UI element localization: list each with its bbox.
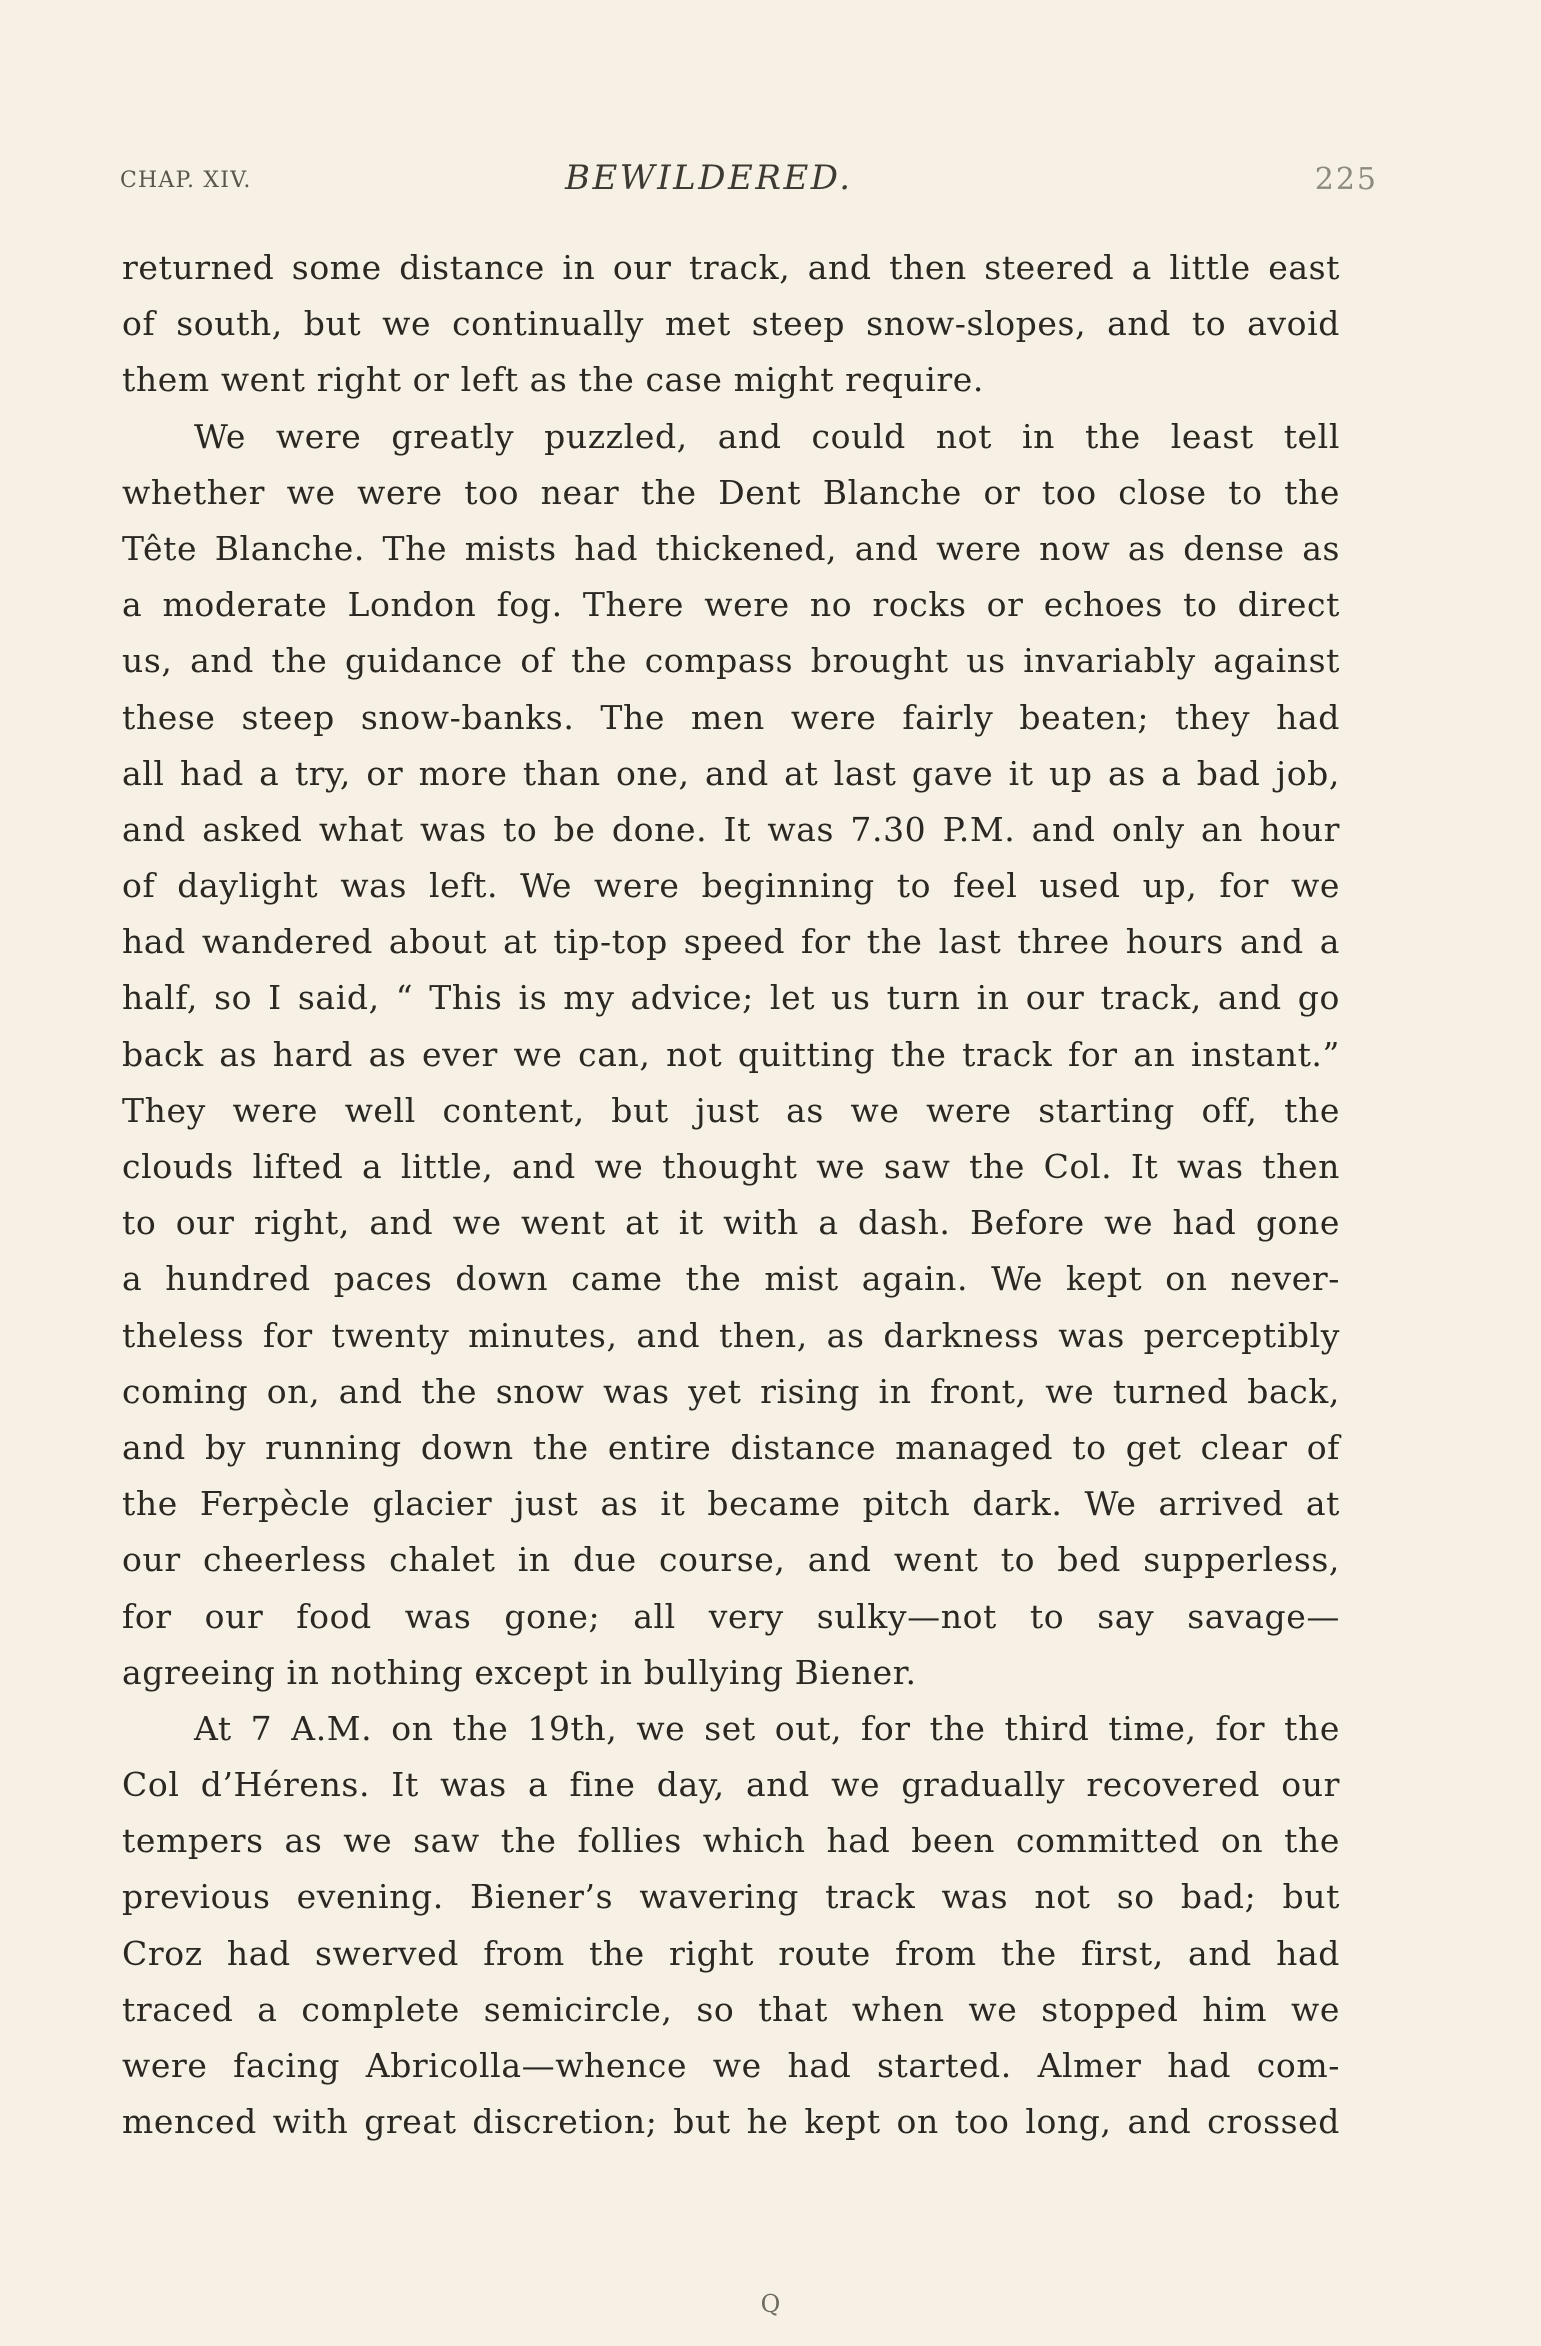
text-line: coming on, and the snow was yet rising in front, we turned back,	[122, 1371, 1340, 1411]
text-line: the Ferpècle glacier just as it became pitch dark. We arrived at	[122, 1484, 1340, 1524]
text-line: and by running down the entire distance managed to get clear of	[122, 1427, 1340, 1467]
text-line: a moderate London fog. There were no rocks or echoes to direct	[122, 585, 1340, 625]
text-line: At 7 A.M. on the 19th, we set out, for the third time, for the	[194, 1708, 1340, 1748]
text-line: previous evening. Biener’s wavering track was not so bad; but	[122, 1877, 1340, 1917]
text-line: tempers as we saw the follies which had been committed on the	[122, 1821, 1340, 1861]
text-line: all had a try, or more than one, and at last gave it up as a bad job,	[122, 753, 1340, 793]
text-line: us, and the guidance of the compass brought us invariably against	[122, 641, 1340, 681]
text-line: these steep snow-banks. The men were fairly beaten; they had	[122, 697, 1340, 737]
text-line: menced with great discretion; but he kept on too long, and crossed	[122, 2102, 1340, 2142]
text-line: had wandered about at tip-top speed for the last three hours and a	[122, 922, 1340, 962]
text-line: clouds lifted a little, and we thought we saw the Col. It was then	[122, 1147, 1340, 1186]
text-line: for our food was gone; all very sulky—not to say savage—	[122, 1596, 1340, 1636]
text-line: We were greatly puzzled, and could not in the least tell	[194, 416, 1340, 456]
body-text	[122, 240, 1340, 2150]
running-title: BEWILDERED.	[565, 158, 853, 198]
text-line: of south, but we continually met steep snow-slopes, and to avoid	[122, 304, 1340, 344]
text-line: and asked what was to be done. It was 7.30 P.M. and only an hour	[122, 809, 1340, 849]
text-line: our cheerless chalet in due course, and went to bed supperless,	[122, 1540, 1340, 1580]
text-line: They were well content, but just as we were starting off, the	[122, 1090, 1340, 1130]
running-header	[120, 158, 1378, 208]
text-line: half, so I said, “ This is my advice; let us turn in our track, and go	[122, 978, 1340, 1018]
text-line: them went right or left as the case might require.	[122, 360, 984, 400]
signature-mark: Q	[760, 2290, 781, 2318]
text-line: returned some distance in our track, and then steered a little east	[122, 248, 1340, 287]
chapter-label: CHAP. XIV.	[120, 168, 252, 193]
text-line: of daylight was left. We were beginning to feel used up, for we	[122, 866, 1340, 906]
page-number: 225	[1314, 162, 1378, 197]
text-line: Croz had swerved from the right route from the first, and had	[122, 1933, 1340, 1973]
text-line: to our right, and we went at it with a dash. Before we had gone	[122, 1203, 1340, 1243]
text-line: were facing Abricolla—whence we had started. Almer had com-	[122, 2046, 1340, 2085]
text-line: a hundred paces down came the mist again. We kept on never-	[122, 1259, 1340, 1299]
text-line: Col d’Hérens. It was a fine day, and we gradually recovered our	[122, 1765, 1340, 1805]
text-line: whether we were too near the Dent Blanche or too close to the	[122, 472, 1340, 512]
text-line: theless for twenty minutes, and then, as darkness was perceptibly	[122, 1315, 1340, 1355]
text-line: back as hard as ever we can, not quitting the track for an instant.”	[122, 1034, 1340, 1074]
text-line: agreeing in nothing except in bullying Biener.	[122, 1652, 917, 1692]
text-line: traced a complete semicircle, so that when we stopped him we	[122, 1989, 1340, 2029]
text-line: Tête Blanche. The mists had thickened, and were now as dense as	[122, 528, 1340, 568]
